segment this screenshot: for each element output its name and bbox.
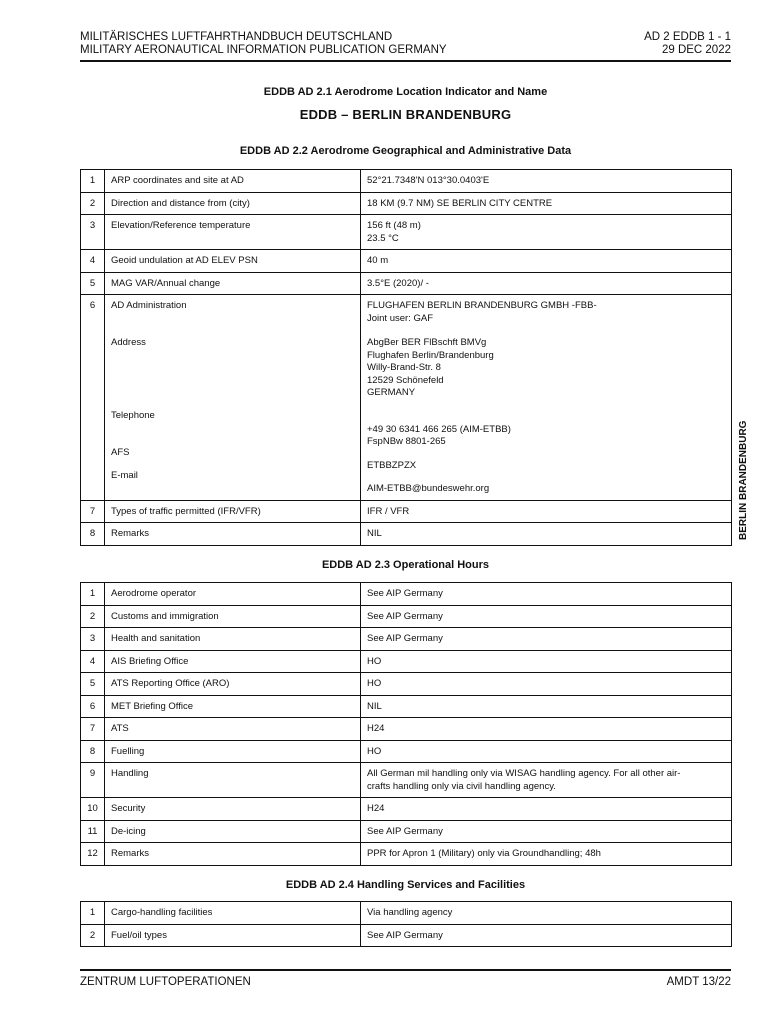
row-label: ATS Reporting Office (ARO) xyxy=(105,673,361,696)
row-label: Direction and distance from (city) xyxy=(105,192,361,215)
table-row xyxy=(81,628,732,651)
row-label: MET Briefing Office xyxy=(105,695,361,718)
row-value: PPR for Apron 1 (Military) only via Groundhandling; 48h xyxy=(361,843,732,866)
row-number: 7 xyxy=(81,718,105,741)
row-value: IFR / VFR xyxy=(361,500,732,523)
row-value: HO xyxy=(361,650,732,673)
row-label: Fuel/oil types xyxy=(105,924,361,947)
label-telephone: Telephone xyxy=(111,410,155,421)
row-value: HO xyxy=(361,673,732,696)
table-2-3 xyxy=(80,582,732,866)
row-value: 156 ft (48 m) 23.5 °C xyxy=(361,215,732,250)
footer-issuer: ZENTRUM LUFTOPERATIONEN xyxy=(80,976,251,988)
table-row xyxy=(81,763,732,798)
table-row xyxy=(81,192,732,215)
section-2-4-title: EDDB AD 2.4 Handling Services and Facilities xyxy=(285,879,526,891)
table-row xyxy=(81,924,732,947)
row-label: Remarks xyxy=(105,523,361,546)
row-label: ATS xyxy=(105,718,361,741)
row-value: 40 m xyxy=(361,250,732,273)
table-row xyxy=(81,902,732,925)
aerodrome-name: EDDB – BERLIN BRANDENBURG xyxy=(299,107,512,122)
label-email: E-mail xyxy=(111,470,138,481)
side-aerodrome-label: BERLIN BRANDENBURG xyxy=(738,420,749,540)
row-value: 52°21.7348'N 013°30.0403'E xyxy=(361,170,732,193)
row-value: 3.5°E (2020)/ - xyxy=(361,272,732,295)
row-value: NIL xyxy=(361,523,732,546)
row-value: Via handling agency xyxy=(361,902,732,925)
row-number: 2 xyxy=(81,192,105,215)
row-number: 5 xyxy=(81,272,105,295)
row-value: See AIP Germany xyxy=(361,583,732,606)
row-number: 12 xyxy=(81,843,105,866)
table-row xyxy=(81,272,732,295)
row-value: HO xyxy=(361,740,732,763)
row-value: See AIP Germany xyxy=(361,605,732,628)
row-number: 1 xyxy=(81,583,105,606)
footer-rule xyxy=(80,969,731,971)
row-number: 1 xyxy=(81,902,105,925)
row-value: NIL xyxy=(361,695,732,718)
table-row xyxy=(81,170,732,193)
row-number: 1 xyxy=(81,170,105,193)
row-number: 6 xyxy=(81,695,105,718)
row-value: See AIP Germany xyxy=(361,924,732,947)
row-number: 9 xyxy=(81,763,105,798)
row-number: 6 xyxy=(81,295,105,501)
row-label: ARP coordinates and site at AD xyxy=(105,170,361,193)
publication-title-de: MILITÄRISCHES LUFTFAHRTHANDBUCH DEUTSCHLAND xyxy=(80,31,393,43)
row-value: H24 xyxy=(361,798,732,821)
row-number: 3 xyxy=(81,215,105,250)
row-value: All German mil handling only via WISAG handling agency. For all other air- crafts handling only via civil handling agency. xyxy=(361,763,732,798)
table-2-4 xyxy=(80,901,732,947)
section-2-2-title: EDDB AD 2.2 Aerodrome Geographical and Administrative Data xyxy=(239,145,572,157)
table-row xyxy=(81,740,732,763)
table-row xyxy=(81,718,732,741)
publication-title-en: MILITARY AERONAUTICAL INFORMATION PUBLICATION GERMANY xyxy=(80,44,447,56)
table-row xyxy=(81,798,732,821)
value-email: AIM-ETBB@bundeswehr.org xyxy=(367,483,490,494)
row-label: Aerodrome operator xyxy=(105,583,361,606)
row-label: Elevation/Reference temperature xyxy=(105,215,361,250)
row-label: Security xyxy=(105,798,361,821)
value-address: AbgBer BER FlBschft BMVg Flughafen Berlin/Brandenburg Willy-Brand-Str. 8 12529 Schönefeld GERMANY xyxy=(367,337,494,398)
section-2-3-title: EDDB AD 2.3 Operational Hours xyxy=(321,559,490,571)
row-number: 10 xyxy=(81,798,105,821)
footer-amendment: AMDT 13/22 xyxy=(666,976,731,988)
row-number: 4 xyxy=(81,250,105,273)
label-afs: AFS xyxy=(111,446,130,458)
table-row xyxy=(81,500,732,523)
row-number: 7 xyxy=(81,500,105,523)
section-2-1-title: EDDB AD 2.1 Aerodrome Location Indicator and Name xyxy=(263,86,548,98)
page-reference: AD 2 EDDB 1 - 1 xyxy=(644,31,731,43)
row-number: 8 xyxy=(81,523,105,546)
row-label: Types of traffic permitted (IFR/VFR) xyxy=(105,500,361,523)
value-afs: ETBBZPZX xyxy=(367,459,417,471)
row-number: 4 xyxy=(81,650,105,673)
table-2-2 xyxy=(80,169,732,546)
table-row xyxy=(81,523,732,546)
row-label: Fuelling xyxy=(105,740,361,763)
header-rule xyxy=(80,60,731,62)
admin-values xyxy=(361,295,732,501)
row-number: 3 xyxy=(81,628,105,651)
table-row xyxy=(81,843,732,866)
header-right xyxy=(644,31,731,57)
table-row xyxy=(81,250,732,273)
publication-date: 29 DEC 2022 xyxy=(661,44,731,56)
row-value: H24 xyxy=(361,718,732,741)
row-value: 18 KM (9.7 NM) SE BERLIN CITY CENTRE xyxy=(361,192,732,215)
table-row xyxy=(81,673,732,696)
table-row xyxy=(81,295,732,501)
value-ad-administration: FLUGHAFEN BERLIN BRANDENBURG GMBH -FBB- Joint user: GAF xyxy=(367,300,597,324)
row-number: 11 xyxy=(81,820,105,843)
table-row xyxy=(81,215,732,250)
label-address: Address xyxy=(111,336,146,348)
table-row xyxy=(81,695,732,718)
row-number: 2 xyxy=(81,924,105,947)
row-label: Cargo-handling facilities xyxy=(105,902,361,925)
table-row xyxy=(81,820,732,843)
row-number: 8 xyxy=(81,740,105,763)
row-label: Remarks xyxy=(105,843,361,866)
row-number: 2 xyxy=(81,605,105,628)
row-label: MAG VAR/Annual change xyxy=(105,272,361,295)
row-value: See AIP Germany xyxy=(361,820,732,843)
table-row xyxy=(81,650,732,673)
row-value: See AIP Germany xyxy=(361,628,732,651)
row-label: Handling xyxy=(105,763,361,798)
admin-labels xyxy=(105,295,361,501)
row-label: De-icing xyxy=(105,820,361,843)
row-label: Customs and immigration xyxy=(105,605,361,628)
row-label: Geoid undulation at AD ELEV PSN xyxy=(105,250,361,273)
table-row xyxy=(81,583,732,606)
value-telephone: +49 30 6341 466 265 (AIM-ETBB) FspNBw 8801-265 xyxy=(367,423,511,447)
label-ad-administration: AD Administration xyxy=(111,300,187,311)
row-number: 5 xyxy=(81,673,105,696)
row-label: AIS Briefing Office xyxy=(105,650,361,673)
table-row xyxy=(81,605,732,628)
header-left xyxy=(80,31,447,57)
row-label: Health and sanitation xyxy=(105,628,361,651)
